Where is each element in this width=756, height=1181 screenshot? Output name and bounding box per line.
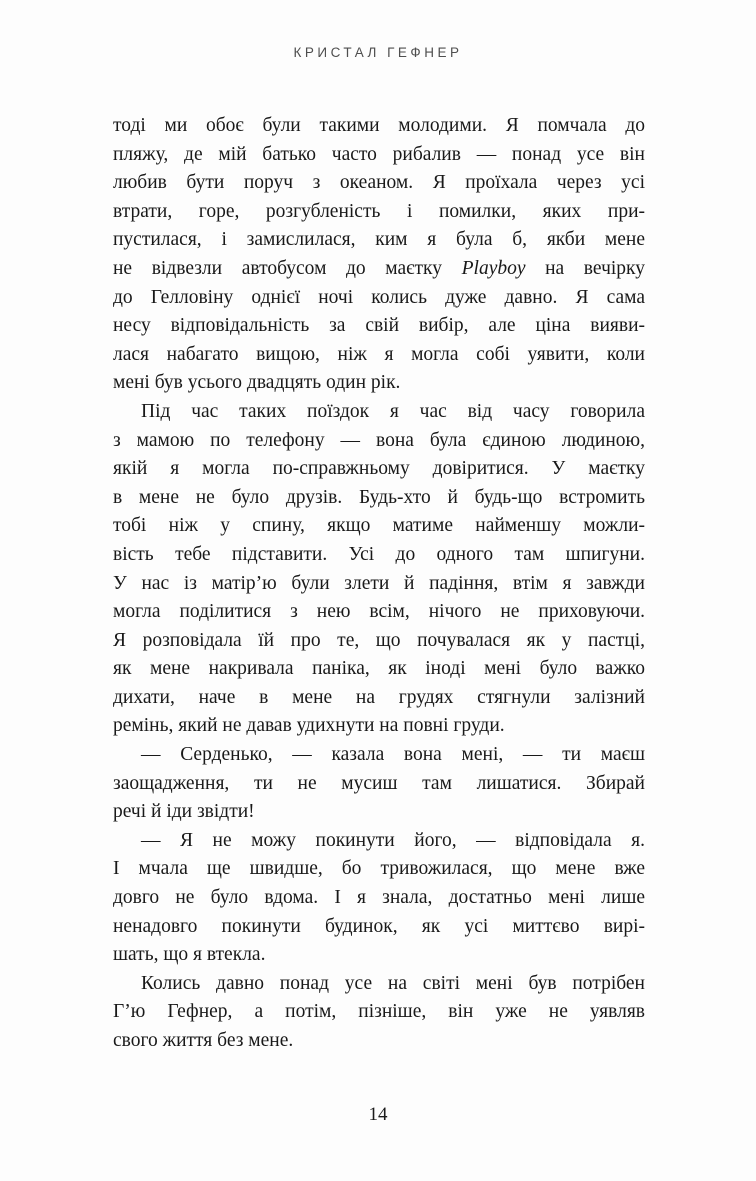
text-line: втрати, горе, розгубленість і помилки, яких при-	[113, 200, 645, 222]
text-line: не відвезли автобусом до маєтку Playboy на вечірку	[113, 257, 645, 279]
paragraph	[113, 741, 645, 827]
text-line: довго не було вдома. І я знала, достатньо мені лише	[113, 887, 645, 909]
running-header: КРИСТАЛ ГЕФНЕР	[293, 45, 463, 60]
paragraph	[113, 827, 645, 970]
page-number: 14	[368, 1104, 388, 1125]
text-line: ненадовго покинути будинок, як усі миттєво вирі-	[113, 915, 645, 937]
italic-term: Playboy	[461, 257, 526, 279]
text-line: лася набагато вищою, ніж я могла собі уявити, коли	[113, 343, 645, 365]
text-line: як мене накривала паніка, як іноді мені було важко	[113, 658, 645, 680]
paragraph	[113, 398, 645, 741]
text-line: вість тебе підставити. Усі до одного там шпигуни.	[113, 543, 645, 565]
text-line: якій я могла по-справжньому довіритися. У маєтку	[113, 458, 645, 480]
text-line: мені був усього двадцять один рік.	[113, 372, 401, 394]
text-line: шать, що я втекла.	[113, 944, 266, 966]
text-line: ремінь, який не давав удихнути на повні груди.	[113, 715, 505, 737]
text-line: любив бути поруч з океаном. Я проїхала через усі	[113, 172, 645, 194]
text-line: несу відповідальність за свій вибір, але ціна вияви-	[113, 315, 645, 337]
text-line: речі й іди звідти!	[113, 801, 255, 823]
text-line: Колись давно понад усе на світі мені був потрібен	[141, 972, 645, 994]
text-line: І мчала ще швидше, бо тривожилася, що мене вже	[113, 858, 645, 880]
text-line: до Гелловіну однієї ночі колись дуже давно. Я сама	[113, 286, 645, 308]
text-line: могла поділитися з нею всім, нічого не приховуючи.	[113, 601, 645, 623]
text-line: з мамою по телефону — вона була єдиною людиною,	[113, 429, 645, 451]
text-line: — Я не можу покинути його, — відповідала я.	[141, 829, 645, 851]
text-line: заощадження, ти не мусиш там лишатися. Збирай	[113, 772, 645, 794]
text-line: Я розповідала їй про те, що почувалася як у пастці,	[113, 629, 645, 651]
text-line: пляжу, де мій батько часто рибалив — понад усе він	[113, 143, 645, 165]
text-line: в мене не було друзів. Будь-хто й будь-що встромить	[113, 486, 645, 508]
text-line: пустилася, і замислилася, ким я була б, якби мене	[113, 229, 645, 251]
text-line: дихати, наче в мене на грудях стягнули залізний	[113, 686, 645, 708]
text-line: У нас із матір’ю були злети й падіння, втім я завжди	[113, 572, 645, 594]
page-text	[113, 112, 645, 1056]
paragraph	[113, 112, 645, 398]
text-line: Г’ю Гефнер, а потім, пізніше, він уже не уявляв	[113, 1001, 645, 1023]
text-line: тобі ніж у спину, якщо матиме найменшу можли-	[113, 515, 645, 537]
text-line: — Серденько, — казала вона мені, — ти маєш	[141, 744, 645, 766]
text-line: Під час таких поїздок я час від часу говорила	[141, 400, 645, 422]
text-line: свого життя без мене.	[113, 1030, 294, 1051]
paragraph	[113, 970, 645, 1056]
text-line: тоді ми обоє були такими молодими. Я помчала до	[113, 115, 645, 136]
